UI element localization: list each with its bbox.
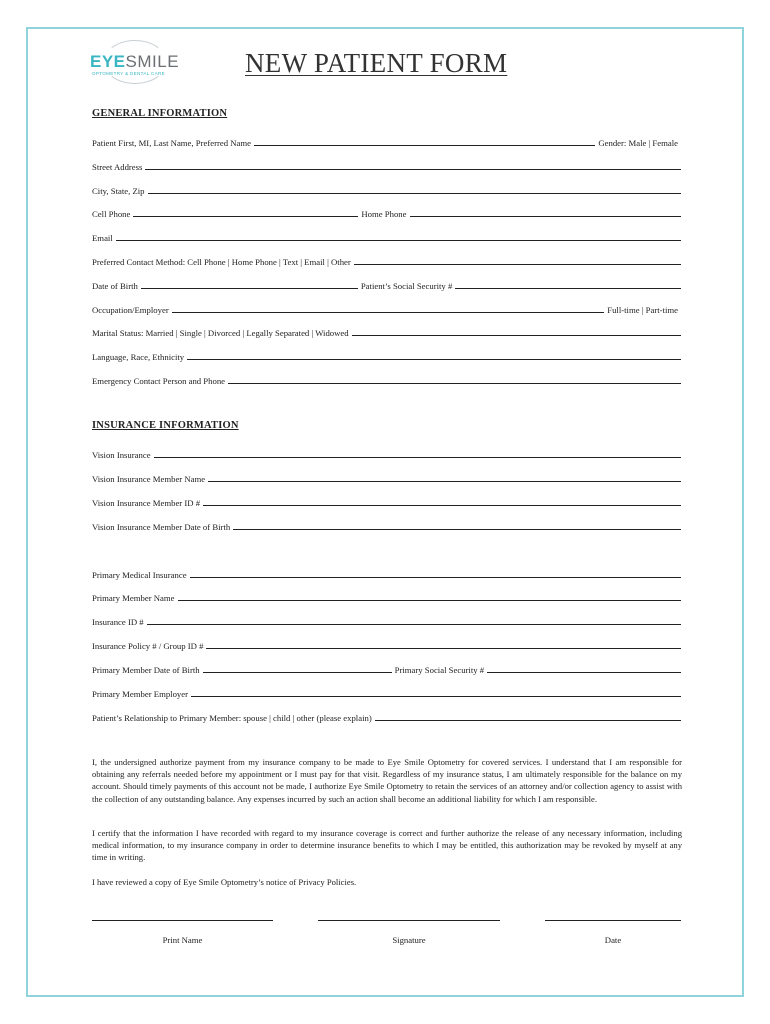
logo-tagline: OPTOMETRY & DENTAL CARE [92,71,166,76]
contact-method-row [92,253,681,267]
primary-member-name-field[interactable] [178,600,681,601]
employment-type-label: Full-time | Part-time [607,305,678,315]
vision-insurance-row [92,446,681,460]
print-name-label: Print Name [162,935,203,945]
language-row [92,348,681,362]
primary-member-dob-field[interactable] [203,672,392,673]
primary-member-name-label: Primary Member Name [92,593,175,603]
patient-name-row [92,134,681,148]
patient-name-label: Patient First, MI, Last Name, Preferred Name [92,138,251,148]
vision-member-dob-row [92,518,681,532]
signature-label: Signature [392,935,426,945]
city-state-zip-label: City, State, Zip [92,186,145,196]
city-state-zip-row [92,182,681,196]
page-title: NEW PATIENT FORM [245,48,508,78]
primary-member-name-row [92,589,681,603]
policy-group-field[interactable] [206,648,681,649]
home-phone-label: Home Phone [361,209,407,219]
date-field[interactable] [545,920,681,921]
primary-ssn-field[interactable] [487,672,681,673]
street-address-field[interactable] [145,169,681,170]
general-information-heading: GENERAL INFORMATION [92,108,228,119]
relationship-row [92,709,681,723]
primary-dob-ssn-row [92,661,681,675]
street-address-row [92,158,681,172]
print-name-field[interactable] [92,920,273,921]
emergency-contact-field[interactable] [228,383,681,384]
language-label: Language, Race, Ethnicity [92,352,185,362]
relationship-field[interactable] [375,720,681,721]
payment-authorization-paragraph: I, the undersigned authorize payment from my insurance company to be made to Eye Smile Optometry for covered services. I understand that I am responsible for obtaining any referrals needed before my appointment or I must pay for that visit. Regardless of my insurance status, I am ultimately responsible for the balance on my account. Should timely payments of this account not be made, I authorize Eye Smile Optometry to retain the services of an attorney and/or collection agency to assist with the collection of any outstanding balance. Any expenses incurred by such an action shall become an additional liability for which I am responsible. [92,757,682,804]
date-label: Date [604,935,622,945]
vision-insurance-field[interactable] [154,457,681,458]
insurance-certification-paragraph: I certify that the information I have recorded with regard to my insurance coverage is correct and further authorize the release of any necessary information, including medical information, to my insurance company in order to determine insurance benefits to which I may be entitled, this authorization may be revoked by myself at any time in writing. [92,828,682,863]
logo-wordmark [90,52,179,72]
vision-member-id-field[interactable] [203,505,681,506]
language-field[interactable] [187,359,681,360]
policy-group-label: Insurance Policy # / Group ID # [92,641,204,651]
patient-name-field[interactable] [254,145,595,146]
street-address-label: Street Address [92,162,143,172]
marital-status-row [92,324,681,338]
city-state-zip-field[interactable] [148,193,681,194]
email-row [92,229,681,243]
contact-method-label: Preferred Contact Method: Cell Phone | Home Phone | Text | Email | Other [92,257,351,267]
gender-label: Gender: Male | Female [598,138,678,148]
eye-smile-logo [82,40,186,82]
primary-ssn-label: Primary Social Security # [394,665,485,675]
insurance-id-label: Insurance ID # [92,617,144,627]
insurance-information-heading: INSURANCE INFORMATION [92,420,239,431]
email-field[interactable] [116,240,681,241]
patient-ssn-label: Patient’s Social Security # [360,281,453,291]
marital-status-field[interactable] [352,335,681,336]
privacy-policy-paragraph: I have reviewed a copy of Eye Smile Optometry’s notice of Privacy Policies. [92,877,357,887]
primary-member-dob-label: Primary Member Date of Birth [92,665,200,675]
home-phone-field[interactable] [410,216,682,217]
vision-member-dob-field[interactable] [233,529,681,530]
cell-phone-field[interactable] [133,216,358,217]
date-of-birth-label: Date of Birth [92,281,138,291]
signature-field[interactable] [318,920,500,921]
phone-row [92,205,681,219]
occupation-row [92,301,681,315]
vision-member-id-label: Vision Insurance Member ID # [92,498,201,508]
medical-insurance-field[interactable] [190,577,681,578]
vision-insurance-label: Vision Insurance [92,450,151,460]
date-of-birth-field[interactable] [141,288,358,289]
vision-member-name-field[interactable] [208,481,681,482]
occupation-field[interactable] [172,312,605,313]
email-label: Email [92,233,113,243]
emergency-contact-row [92,372,681,386]
emergency-contact-label: Emergency Contact Person and Phone [92,376,226,386]
vision-member-name-row [92,470,681,484]
vision-member-name-label: Vision Insurance Member Name [92,474,206,484]
contact-method-field[interactable] [354,264,681,265]
medical-insurance-label: Primary Medical Insurance [92,570,187,580]
vision-member-id-row [92,494,681,508]
patient-ssn-field[interactable] [455,288,681,289]
primary-employer-row [92,685,681,699]
policy-group-row [92,637,681,651]
primary-employer-label: Primary Member Employer [92,689,189,699]
cell-phone-label: Cell Phone [92,209,131,219]
marital-status-label: Marital Status: Married | Single | Divorced | Legally Separated | Widowed [92,328,349,338]
logo-smile-text: SMILE [125,52,180,71]
insurance-id-row [92,613,681,627]
insurance-id-field[interactable] [147,624,681,625]
vision-member-dob-label: Vision Insurance Member Date of Birth [92,522,231,532]
relationship-label: Patient’s Relationship to Primary Member: spouse | child | other (please explain) [92,713,372,723]
dob-ssn-row [92,277,681,291]
occupation-label: Occupation/Employer [92,305,169,315]
primary-employer-field[interactable] [191,696,681,697]
medical-insurance-row [92,566,681,580]
logo-eye-text: EYE [90,52,126,71]
